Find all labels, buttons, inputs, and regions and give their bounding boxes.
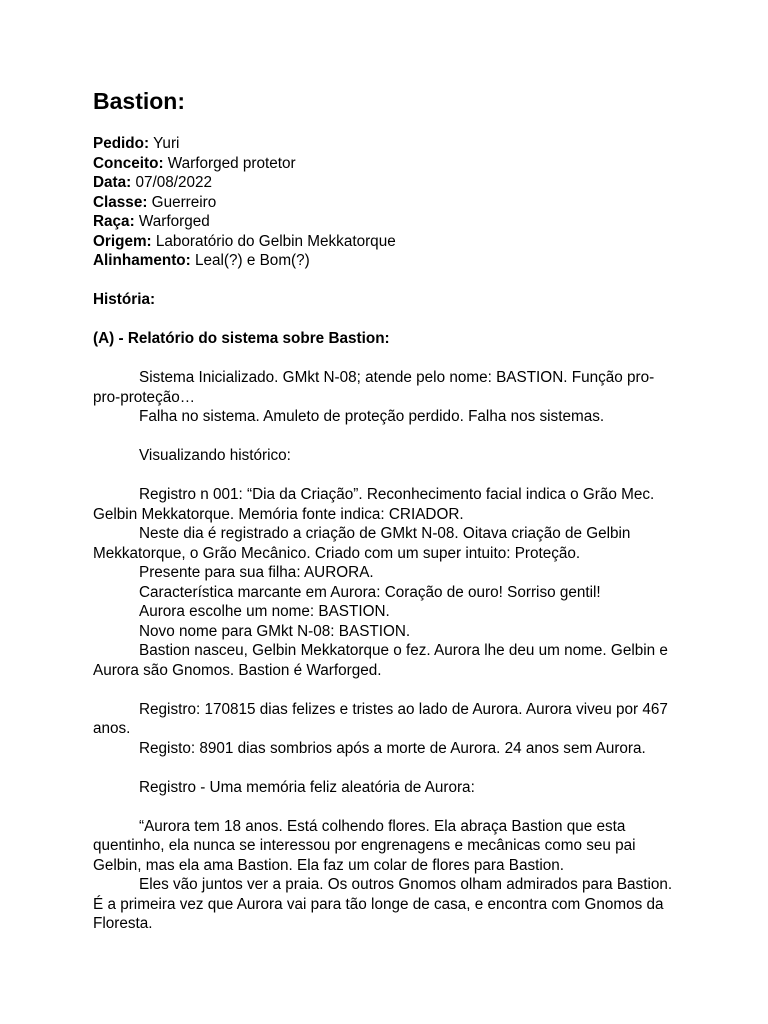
section-a-heading: (A) - Relatório do sistema sobre Bastion:	[93, 330, 390, 347]
meta-value: Laboratório do Gelbin Mekkatorque	[155, 232, 396, 250]
meta-value: Warforged	[138, 213, 210, 230]
history-heading: História:	[93, 291, 156, 308]
spacer	[93, 310, 673, 330]
paragraph: Aurora escolhe um nome: BASTION.	[139, 603, 390, 620]
spacer	[93, 466, 673, 486]
paragraph: Neste dia é registrado a criação de GMkt N-08. Oitava criação de Gelbin Mekkatorque, o Grão Mecânico. Criado com um super intuito: Proteção.	[93, 525, 631, 562]
spacer	[93, 680, 673, 700]
meta-classe	[93, 193, 673, 213]
meta-label: Raça:	[93, 213, 135, 230]
meta-value: 07/08/2022	[135, 174, 213, 191]
paragraph: Registro: 170815 dias felizes e tristes ao lado de Aurora. Aurora viveu por 467 anos.	[93, 700, 668, 737]
meta-value: Warforged protetor	[167, 154, 296, 172]
document-body	[93, 134, 673, 934]
paragraph: Registro - Uma memória feliz aleatória de Aurora:	[139, 778, 475, 796]
spacer	[93, 349, 673, 369]
meta-label: Alinhamento:	[93, 252, 191, 269]
spacer	[93, 758, 673, 778]
meta-label: Origem:	[93, 232, 152, 250]
paragraph: Sistema Inicializado. GMkt N-08; atende pelo nome: BASTION. Função pro-pro-proteção…	[93, 369, 655, 406]
paragraph: Presente para sua filha: AURORA.	[139, 564, 374, 581]
meta-label: Classe:	[93, 193, 148, 211]
paragraph: Registro n 001: “Dia da Criação”. Reconhecimento facial indica o Grão Mec. Gelbin Mekkatorque. Memória fonte indica: CRIADOR.	[93, 486, 655, 523]
meta-label: Conceito:	[93, 154, 164, 172]
document-title: Bastion:	[93, 88, 185, 114]
meta-label: Data:	[93, 174, 132, 191]
spacer	[93, 427, 673, 447]
paragraph: Registo: 8901 dias sombrios após a morte de Aurora. 24 anos sem Aurora.	[139, 739, 646, 757]
paragraph: “Aurora tem 18 anos. Está colhendo flores. Ela abraça Bastion que esta quentinho, ela nunca se interessou por engrenagens e mecânicas como seu pai Gelbin, mas ela ama Bastion. Ela faz um colar de flores para Bastion.	[93, 817, 636, 874]
paragraph: Novo nome para GMkt N-08: BASTION.	[139, 622, 411, 640]
meta-raca	[93, 212, 673, 232]
meta-data	[93, 173, 673, 193]
meta-conceito	[93, 154, 673, 174]
meta-origem	[93, 232, 673, 252]
paragraph: Falha no sistema. Amuleto de proteção perdido. Falha nos sistemas.	[139, 408, 605, 425]
paragraph: Visualizando histórico:	[139, 447, 291, 464]
paragraph: Eles vão juntos ver a praia. Os outros Gnomos olham admirados para Bastion. É a primeira vez que Aurora vai para tão longe de casa, e encontra com Gnomos da Floresta.	[93, 876, 673, 932]
meta-value: Guerreiro	[151, 193, 217, 211]
meta-value: Leal(?) e Bom(?)	[194, 252, 310, 269]
meta-value: Yuri	[153, 135, 180, 152]
meta-pedido	[93, 134, 673, 154]
paragraph: Bastion nasceu, Gelbin Mekkatorque o fez. Aurora lhe deu um nome. Gelbin e Aurora são Gnomos. Bastion é Warforged.	[93, 642, 668, 679]
meta-alinhamento	[93, 251, 673, 271]
spacer	[93, 797, 673, 817]
spacer	[93, 271, 673, 291]
meta-label: Pedido:	[93, 135, 150, 152]
paragraph: Característica marcante em Aurora: Coração de ouro! Sorriso gentil!	[139, 583, 601, 601]
